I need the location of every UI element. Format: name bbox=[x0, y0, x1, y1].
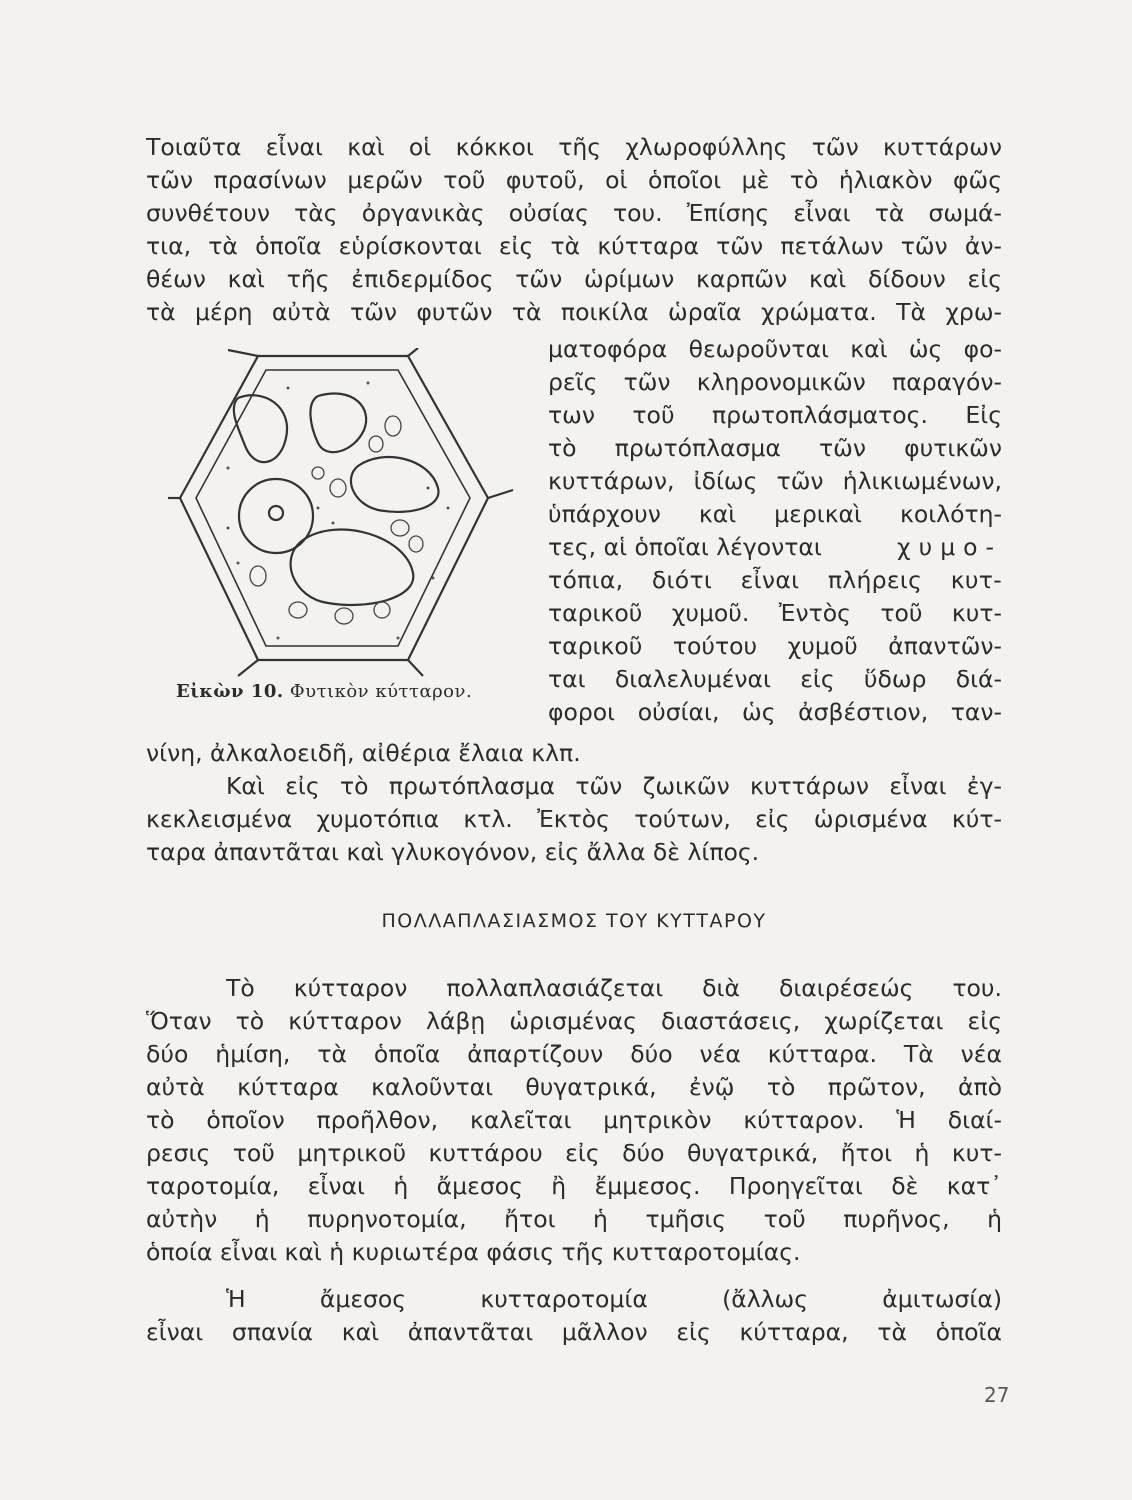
text-line: ρεσις τοῦ μητρικοῦ κυττάρου εἰς δύο θυγατρικά, ἤτοι ἡ κυτ- bbox=[146, 1139, 1002, 1167]
section-heading: ΠΟΛΛΑΠΛΑΣΙΑΣΜΟΣ ΤΟΥ ΚΥΤΤΑΡΟΥ bbox=[381, 910, 767, 932]
text-line: θέων καὶ τῆς ἐπιδερμίδος τῶν ὡρίμων καρπῶν καὶ δίδουν εἰς bbox=[146, 265, 1002, 293]
side-text-line bbox=[548, 531, 1002, 563]
text-line: τια, τὰ ὁποῖα εὑρίσκονται εἰς τὰ κύτταρα τῶν πετάλων τῶν ἀν- bbox=[146, 232, 1002, 260]
text-line: νίνη, ἀλκαλοειδῆ, αἰθέρια ἔλαια κλπ. bbox=[146, 739, 581, 767]
text-line: κεκλεισμένα χυμοτόπια κτλ. Ἐκτὸς τούτων, εἰς ὡρισμένα κύτ- bbox=[146, 805, 1002, 833]
vacuole bbox=[234, 395, 287, 462]
vacuole bbox=[291, 530, 414, 605]
figure-caption bbox=[176, 678, 546, 706]
side-text-line: ταρικοῦ τούτου χυμοῦ ἀπαντῶν- bbox=[548, 632, 1002, 660]
plant-cell-figure bbox=[168, 348, 528, 678]
figure-caption-label: Εἰκὼν 10. bbox=[176, 681, 284, 702]
text-line: Τοιαῦτα εἶναι καὶ οἱ κόκκοι τῆς χλωροφύλλης τῶν κυττάρων bbox=[146, 133, 1002, 161]
cell-wall-outer bbox=[180, 356, 488, 660]
side-text-line: ὑπάρχουν καὶ μερικαὶ κοιλότη- bbox=[548, 500, 1002, 528]
text-line: τὰ μέρη αὐτὰ τῶν φυτῶν τὰ ποικίλα ὡραῖα χρώματα. Τὰ χρω- bbox=[146, 298, 1002, 326]
vacuole bbox=[351, 457, 439, 512]
side-text-line: ρεῖς τῶν κληρονομικῶν παραγόν- bbox=[548, 368, 1002, 396]
text-line: εἶναι σπανία καὶ ἀπαντᾶται μᾶλλον εἰς κύτταρα, τὰ ὁποῖα bbox=[146, 1318, 1002, 1346]
text-line: αὐτὰ κύτταρα καλοῦνται θυγατρικά, ἐνῷ τὸ πρῶτον, ἀπὸ bbox=[146, 1073, 1002, 1101]
nucleolus bbox=[269, 506, 283, 520]
text-line: συνθέτουν τὰς ὀργανικὰς οὐσίας του. Ἐπίσης εἶναι τὰ σωμά- bbox=[146, 199, 1002, 227]
text-line: τῶν πρασίνων μερῶν τοῦ φυτοῦ, οἱ ὁποῖοι μὲ τὸ ἡλιακὸν φῶς bbox=[146, 166, 1002, 194]
side-text-line: τὸ πρωτόπλασμα τῶν φυτικῶν bbox=[548, 434, 1002, 462]
side-text-line: ματοφόρα θεωροῦνται καὶ ὡς φο- bbox=[548, 335, 1002, 363]
vacuole bbox=[310, 394, 366, 453]
side-text-line: τόπια, διότι εἶναι πλήρεις κυτ- bbox=[548, 566, 1002, 594]
side-text-line: φοροι οὐσίαι, ὡς ἀσβέστιον, ταν- bbox=[548, 698, 1002, 726]
text-line: τὸ ὁποῖον προῆλθον, καλεῖται μητρικὸν κύτταρον. Ἡ διαί- bbox=[146, 1106, 1002, 1134]
page-number: 27 bbox=[984, 1383, 1010, 1407]
side-text-line: κυττάρων, ἰδίως τῶν ἡλικιωμένων, bbox=[548, 467, 1002, 495]
text-line: Τὸ κύτταρον πολλαπλασιάζεται διὰ διαιρέσεώς του. bbox=[226, 974, 1002, 1002]
side-text-line: των τοῦ πρωτοπλάσματος. Εἰς bbox=[548, 401, 1002, 429]
figure-caption-text: Φυτικὸν κύτταρον. bbox=[289, 681, 473, 702]
nucleus bbox=[239, 479, 313, 553]
side-text-line: ται διαλελυμέναι εἰς ὕδωρ διά- bbox=[548, 665, 1002, 693]
text-line: δύο ἡμίση, τὰ ὁποῖα ἀπαρτίζουν δύο νέα κύτταρα. Τὰ νέα bbox=[146, 1040, 1002, 1068]
text-line: ταροτομία, εἶναι ἡ ἄμεσος ἢ ἔμμεσος. Προηγεῖται δὲ κατ᾽ bbox=[146, 1172, 1002, 1200]
side-text-fragment: τες, αἱ ὁποῖαι λέγονται bbox=[548, 533, 822, 561]
text-line: αὐτὴν ἡ πυρηνοτομία, ἤτοι ἡ τμῆσις τοῦ πυρῆνος, ἡ bbox=[146, 1205, 1002, 1233]
text-line: Ἡ ἄμεσος κυτταροτομία (ἄλλως ἀμιτωσία) bbox=[226, 1285, 1002, 1313]
spaced-term: χυμο- bbox=[897, 533, 1002, 561]
side-text-line: ταρικοῦ χυμοῦ. Ἐντὸς τοῦ κυτ- bbox=[548, 599, 1002, 627]
text-line: Καὶ εἰς τὸ πρωτόπλασμα τῶν ζωικῶν κυττάρων εἶναι ἐγ- bbox=[226, 772, 1002, 800]
text-line: ὁποία εἶναι καὶ ἡ κυριωτέρα φάσις τῆς κυτταροτομίας. bbox=[146, 1238, 801, 1266]
text-line: Ὅταν τὸ κύτταρον λάβῃ ὡρισμένας διαστάσεις, χωρίζεται εἰς bbox=[146, 1007, 1002, 1035]
text-line: ταρα ἀπαντᾶται καὶ γλυκογόνον, εἰς ἄλλα δὲ λίπος. bbox=[146, 838, 760, 866]
